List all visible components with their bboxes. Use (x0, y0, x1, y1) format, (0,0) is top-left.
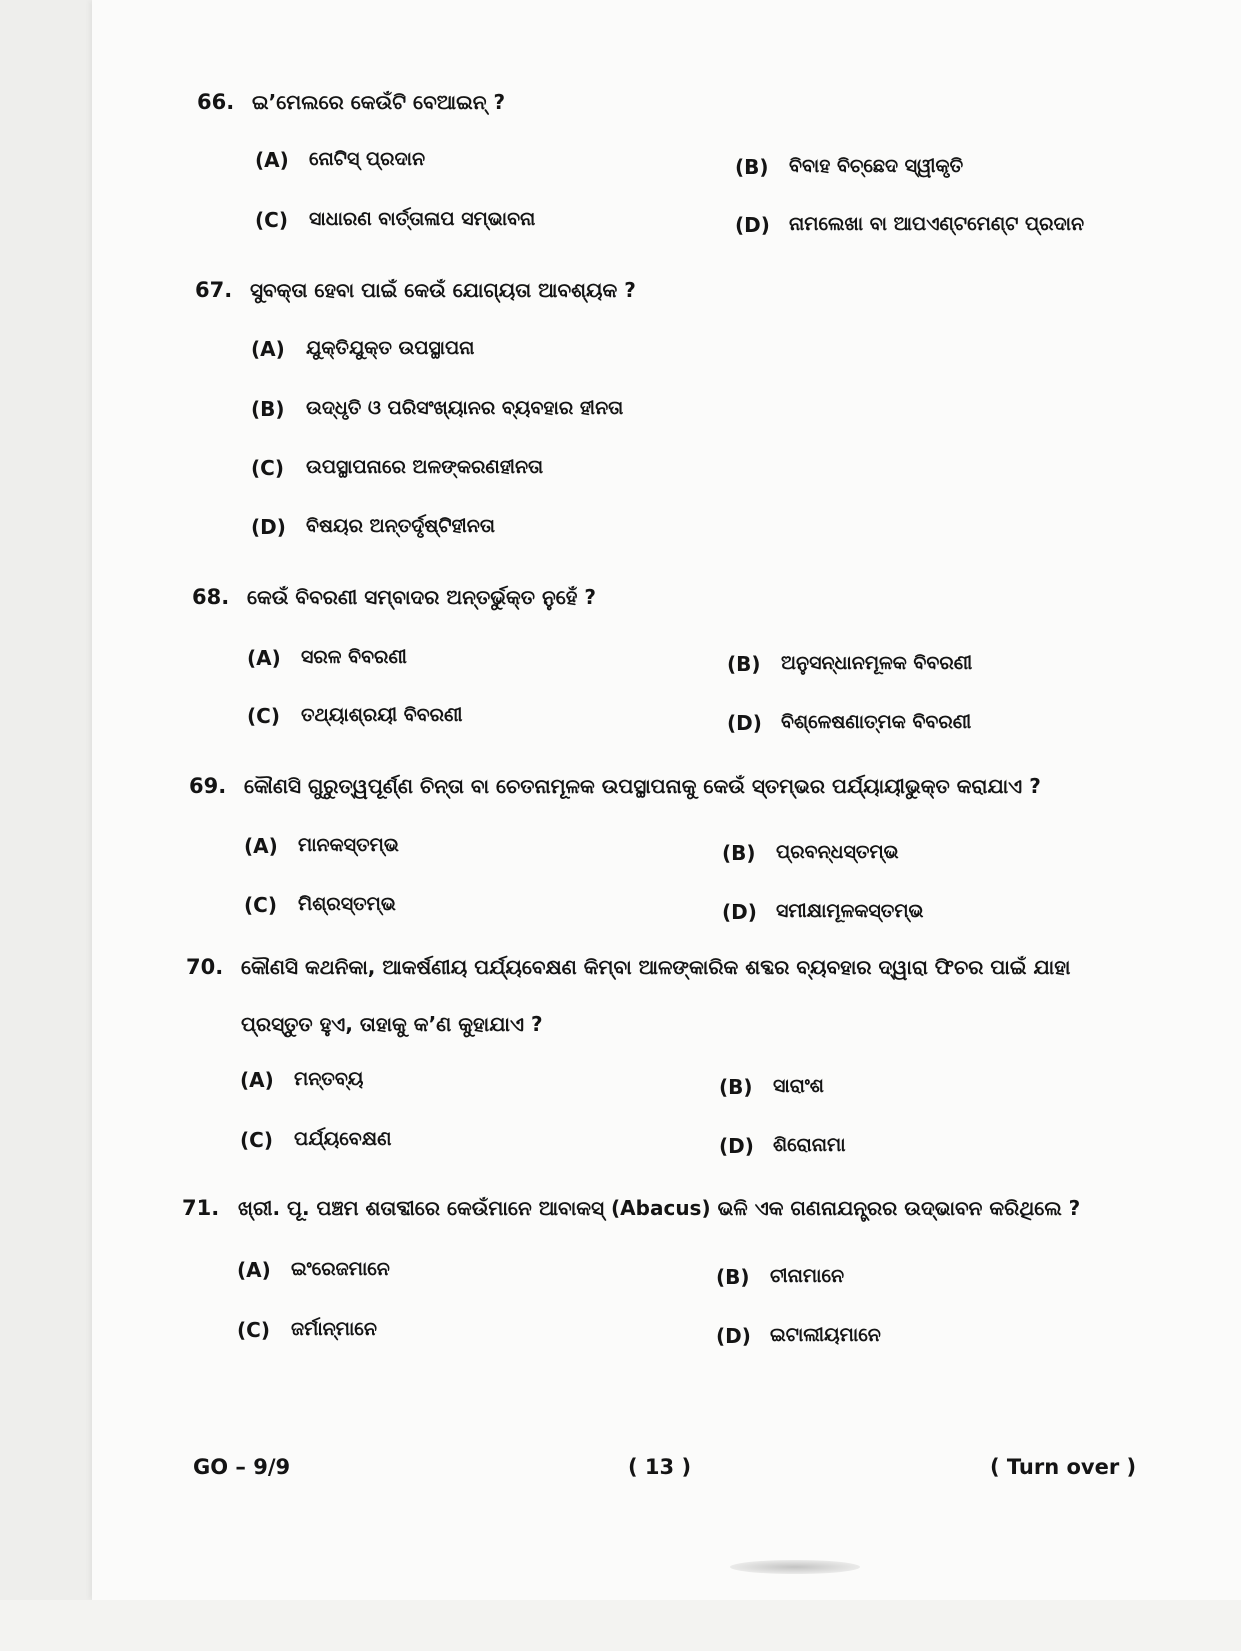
turn-over-note: ( Turn over ) (990, 1455, 1137, 1479)
option-letter: (C) (240, 1128, 273, 1152)
question-text: କୌଣସି କଥନିକା, ଆକର୍ଷଣୀୟ ପର୍ଯ୍ୟବେକ୍ଷଣ କିମ୍ବା ଆଳଙ୍କାରିକ ଶବ୍ଦର ବ୍ୟବହାର ଦ୍ୱାରା ଫିଚର ପାଇଁ ଯାହା (241, 955, 1071, 979)
option-letter: (B) (716, 1265, 750, 1289)
option-letter: (C) (251, 456, 284, 480)
question-text-line2: ପ୍ରସ୍ତୁତ ହୁଏ, ତାହାକୁ କ’ଣ କୁହାଯାଏ ? (241, 1012, 543, 1036)
option-letter: (B) (722, 841, 756, 865)
option-text: ଯୁକ୍ତିଯୁକ୍ତ ଉପସ୍ଥାପନା (306, 337, 475, 359)
option-text: ସରଳ ବିବରଣୀ (301, 646, 407, 668)
question-number: 68. (192, 585, 230, 609)
option-letter: (D) (716, 1324, 751, 1348)
option-text: ଉଦ୍ଧୃତି ଓ ପରିସଂଖ୍ୟାନର ବ୍ୟବହାର ହୀନତା (306, 397, 624, 419)
option-text: ନାମଲେଖା ବା ଆପଏଣ୍ଟମେଣ୍ଟ ପ୍ରଦାନ (789, 213, 1085, 235)
option-letter: (C) (237, 1318, 270, 1342)
option-letter: (A) (251, 337, 285, 361)
option-letter: (C) (244, 893, 277, 917)
option-text: ବିଷୟର ଅନ୍ତର୍ଦୃଷ୍ଟିହୀନତା (306, 515, 495, 537)
option-text: ସମୀକ୍ଷାମୂଳକସ୍ତମ୍ଭ (776, 900, 924, 922)
option-letter: (D) (251, 515, 286, 539)
option-text: ସାରାଂଶ (773, 1075, 824, 1097)
option-letter: (A) (255, 148, 289, 172)
option-text: ମାନକସ୍ତମ୍ଭ (298, 834, 399, 856)
option-text: ଚୀନାମାନେ (770, 1265, 845, 1287)
option-text: ଇଟାଲୀୟମାନେ (770, 1324, 881, 1346)
option-text: ଇଂରେଜମାନେ (291, 1258, 390, 1280)
option-text: ପର୍ଯ୍ୟବେକ୍ଷଣ (294, 1128, 392, 1150)
option-text: ପ୍ରବନ୍ଧସ୍ତମ୍ଭ (776, 841, 899, 863)
option-text: ବିଶ୍ଳେଷଣାତ୍ମକ ବିବରଣୀ (781, 711, 972, 733)
paper-crease-mark (730, 1560, 860, 1574)
option-text: ବିବାହ ବିଚ୍ଛେଦ ସ୍ୱୀକୃତି (789, 155, 964, 177)
paper-code: GO – 9/9 (193, 1455, 291, 1479)
option-text: ଶିରୋନାମା (773, 1134, 846, 1156)
option-text: ଜର୍ମାନ୍‌ମାନେ (291, 1318, 377, 1340)
option-text: ତଥ୍ୟାଶ୍ରୟୀ ବିବରଣୀ (301, 704, 463, 726)
option-text: ନୋଟିସ୍ ପ୍ରଦାନ (309, 148, 426, 170)
option-letter: (C) (247, 704, 280, 728)
option-letter: (D) (719, 1134, 754, 1158)
option-letter: (A) (240, 1068, 274, 1092)
option-text: ଅନୁସନ୍ଧାନମୂଳକ ବିବରଣୀ (781, 652, 973, 674)
option-text: ଉପସ୍ଥାପନାରେ ଅଳଙ୍କରଣହୀନତା (306, 456, 544, 478)
option-letter: (D) (722, 900, 757, 924)
option-letter: (A) (244, 834, 278, 858)
question-text: ଇ’ମେଲରେ କେଉଁଟି ବେଆଇନ୍ ? (252, 90, 506, 114)
question-number: 70. (186, 955, 224, 979)
question-text: କେଉଁ ବିବରଣୀ ସମ୍ବାଦର ଅନ୍ତର୍ଭୁକ୍ତ ନୁହେଁ ? (247, 585, 596, 609)
question-text: କୌଣସି ଗୁରୁତ୍ୱପୂର୍ଣ୍ଣ ଚିନ୍ତା ବା ଚେତନାମୂଳକ ଉପସ୍ଥାପନାକୁ କେଉଁ ସ୍ତମ୍ଭର ପର୍ଯ୍ୟାୟୀଭୁକ୍ତ କରାଯାଏ ? (244, 774, 1041, 798)
option-letter: (B) (727, 652, 761, 676)
option-letter: (A) (247, 646, 281, 670)
page-sheet (92, 0, 1241, 1600)
option-letter: (B) (719, 1075, 753, 1099)
option-text: ମିଶ୍ରସ୍ତମ୍ଭ (298, 893, 396, 915)
option-letter: (B) (251, 397, 285, 421)
question-number: 69. (189, 774, 227, 798)
option-text: ସାଧାରଣ ବାର୍ତ୍ତାଳାପ ସମ୍ଭାବନା (309, 208, 536, 230)
option-letter: (C) (255, 208, 288, 232)
question-number: 67. (195, 278, 233, 302)
option-text: ମନ୍ତବ୍ୟ (294, 1068, 364, 1090)
page-bottom-margin (0, 1600, 1241, 1651)
question-text: ଖ୍ରୀ. ପୂ. ପଞ୍ଚମ ଶତାବ୍ଦୀରେ କେଉଁମାନେ ଆବାକସ୍ (Abacus) ଭଳି ଏକ ଗଣନାଯନ୍ତ୍ରର ଉଦ୍ଭାବନ କରିଥିଲେ ? (238, 1196, 1081, 1220)
option-letter: (D) (727, 711, 762, 735)
question-text: ସୁବକ୍ତା ହେବା ପାଇଁ କେଉଁ ଯୋଗ୍ୟତା ଆବଶ୍ୟକ ? (250, 278, 636, 302)
option-letter: (B) (735, 155, 769, 179)
question-number: 71. (182, 1196, 220, 1220)
page-number: ( 13 ) (628, 1455, 692, 1479)
question-number: 66. (197, 90, 235, 114)
option-letter: (D) (735, 213, 770, 237)
option-letter: (A) (237, 1258, 271, 1282)
